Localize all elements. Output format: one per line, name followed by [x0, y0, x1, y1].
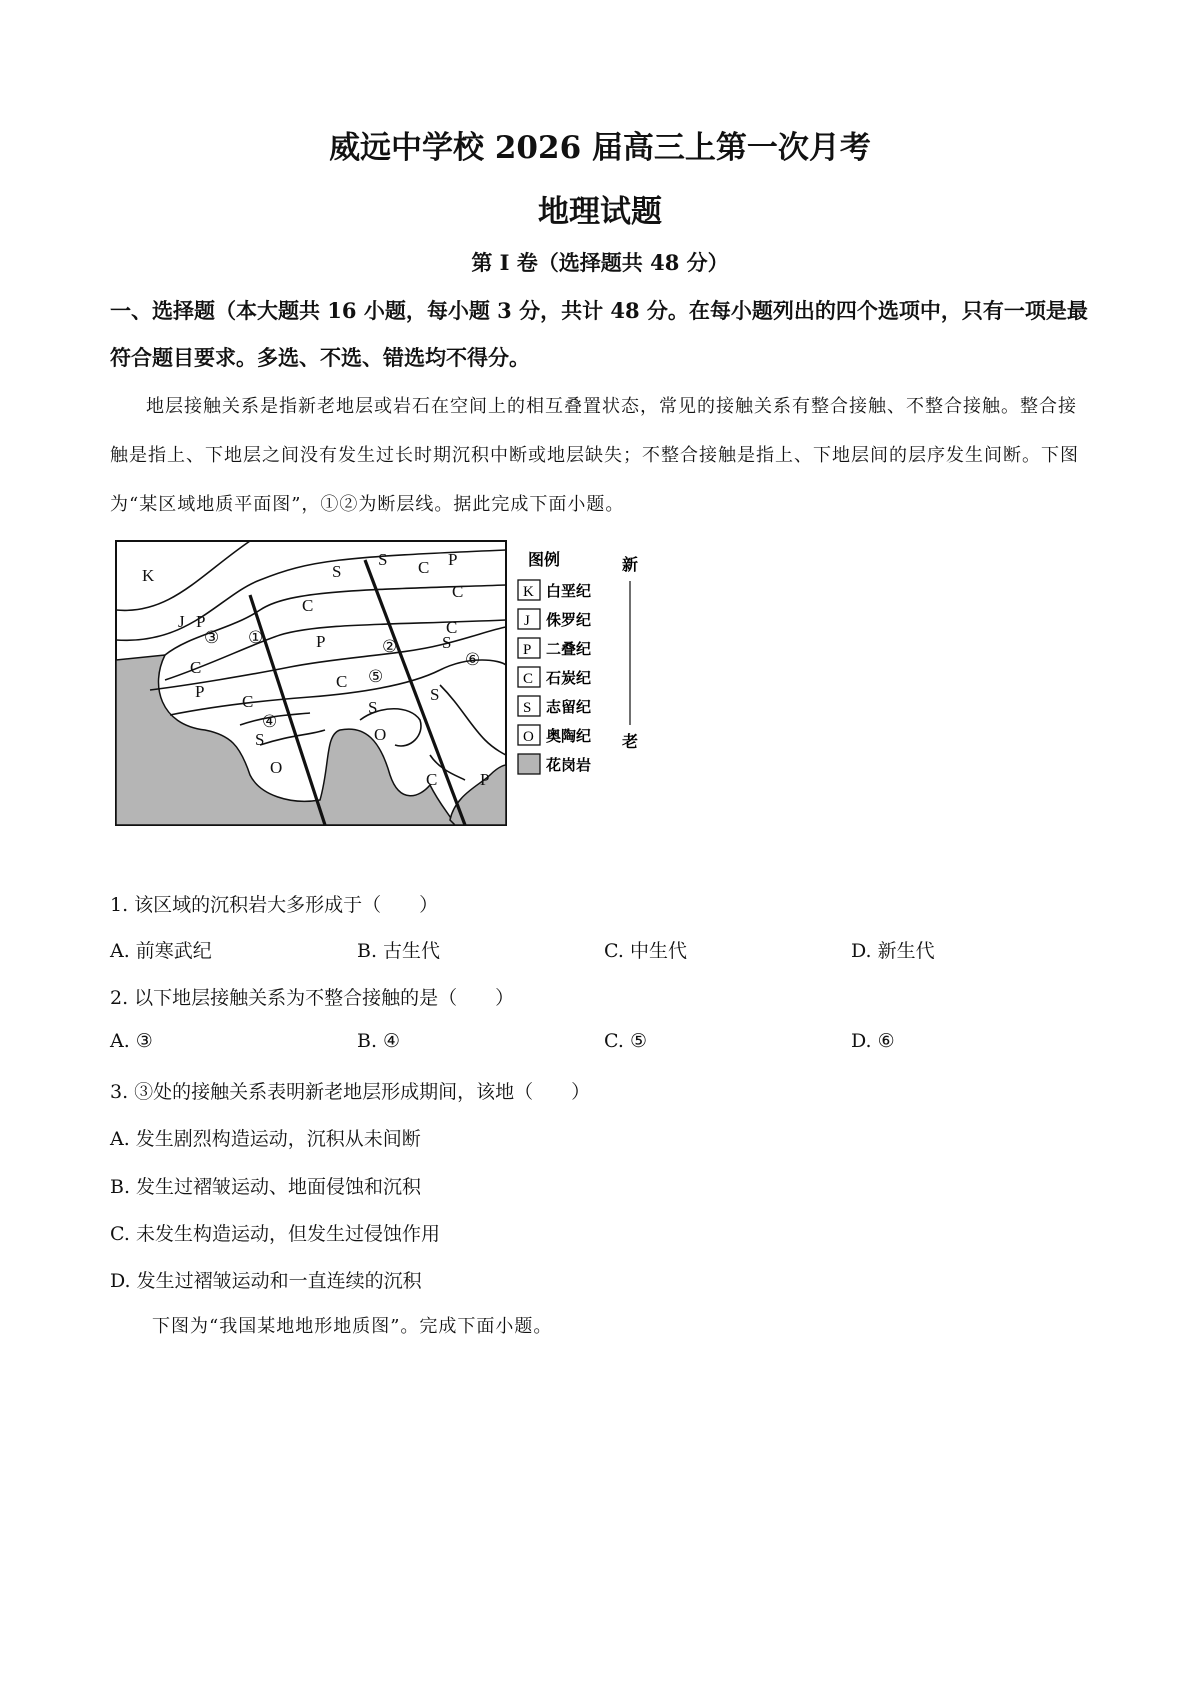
map-label: ⑥ [465, 650, 481, 669]
question-1-option-c[interactable]: C. 中生代 [604, 940, 687, 962]
legend-label: 花岗岩 [546, 758, 592, 774]
legend-swatch-granite [518, 754, 540, 774]
legend-label: 白垩纪 [546, 584, 592, 600]
question-1-option-b[interactable]: B. 古生代 [357, 940, 441, 962]
question-2-option-b[interactable]: B. ④ [357, 1030, 401, 1052]
question-1-option-a[interactable]: A. 前寒武纪 [110, 940, 212, 962]
axis-old-label: 老 [622, 734, 639, 751]
map-label: C [452, 582, 464, 601]
map-label: P [195, 682, 205, 701]
map-label: ⑤ [368, 667, 384, 686]
legend-label: 石炭纪 [546, 671, 592, 687]
passage-next-figure-intro: 下图为“我国某地地形地质图”。完成下面小题。 [152, 1316, 553, 1337]
map-label: C [446, 618, 458, 637]
map-label: C [190, 658, 202, 677]
passage-geology: 地层接触关系是指新老地层或岩石在空间上的相互叠置状态，常见的接触关系有整合接触、不整合接触。整合接触是指上、下地层之间没有发生过长时期沉积中断或地层缺失；不整合接触是指上、下地层间的层序发生间断。下图为“某区域地质平面图”，①②为断层线。据此完成下面小题。 [110, 396, 1079, 515]
map-label: P [448, 550, 458, 569]
question-1-stem: 1. 该区域的沉积岩大多形成于（ ） [110, 894, 439, 916]
legend-label: 侏罗纪 [546, 613, 592, 629]
map-label: O [270, 758, 283, 777]
map-label: ② [382, 637, 398, 656]
legend-code: P [523, 642, 532, 658]
map-label: ④ [262, 712, 278, 731]
map-label: C [242, 692, 254, 711]
question-3-option-c[interactable]: C. 未发生构造运动，但发生过侵蚀作用 [110, 1223, 440, 1245]
question-2-stem: 2. 以下地层接触关系为不整合接触的是（ ） [110, 987, 515, 1009]
question-2-option-a[interactable]: A. ③ [110, 1030, 153, 1052]
legend-code: C [523, 671, 534, 687]
question-3-option-d[interactable]: D. 发生过褶皱运动和一直连续的沉积 [110, 1270, 422, 1292]
legend-label: 志留纪 [546, 700, 592, 716]
question-3-option-a[interactable]: A. 发生剧烈构造运动，沉积从未间断 [110, 1128, 421, 1150]
legend-label: 二叠纪 [546, 642, 592, 658]
exam-title: 威远中学校 2026 届高三上第一次月考 [329, 130, 871, 166]
map-label: S [368, 698, 378, 717]
map-label: O [374, 725, 387, 744]
map-label: C [302, 596, 314, 615]
axis-new-label: 新 [622, 557, 639, 574]
map-label: P [196, 612, 206, 631]
legend-code: O [523, 729, 534, 745]
map-label: C [418, 558, 430, 577]
legend-code: K [523, 584, 534, 600]
map-label: S [378, 550, 388, 569]
legend-code: S [523, 700, 532, 716]
question-3-stem: 3. ③处的接触关系表明新老地层形成期间，该地（ ） [110, 1081, 591, 1103]
map-label: P [316, 632, 326, 651]
map-label: ③ [204, 628, 220, 647]
map-label: J [178, 612, 185, 631]
map-label: C [336, 672, 348, 691]
map-label: S [442, 633, 452, 652]
question-3-option-b[interactable]: B. 发生过褶皱运动、地面侵蚀和沉积 [110, 1176, 422, 1198]
question-2-option-c[interactable]: C. ⑤ [604, 1030, 647, 1052]
legend-title: 图例 [528, 552, 561, 569]
map-label: K [142, 566, 155, 585]
question-2-option-d[interactable]: D. ⑥ [851, 1030, 895, 1052]
section-instructions: 一、选择题（本大题共 16 小题，每小题 3 分，共计 48 分。在每小题列出的四个选项中，只有一项是最符合题目要求。多选、不选、错选均不得分。 [110, 298, 1088, 370]
map-label: ① [248, 628, 264, 647]
question-1-option-d[interactable]: D. 新生代 [851, 940, 935, 962]
map-label: S [255, 730, 265, 749]
legend-label: 奥陶纪 [546, 729, 592, 745]
volume-title: 第 I 卷（选择题共 48 分） [471, 250, 729, 275]
map-label: P [480, 770, 490, 789]
map-legend [518, 550, 638, 774]
subject-title: 地理试题 [538, 194, 662, 230]
geologic-map-figure [110, 535, 695, 865]
map-label: S [430, 685, 440, 704]
map-label: C [426, 770, 438, 789]
legend-code: J [524, 613, 530, 629]
map-label: S [332, 562, 342, 581]
